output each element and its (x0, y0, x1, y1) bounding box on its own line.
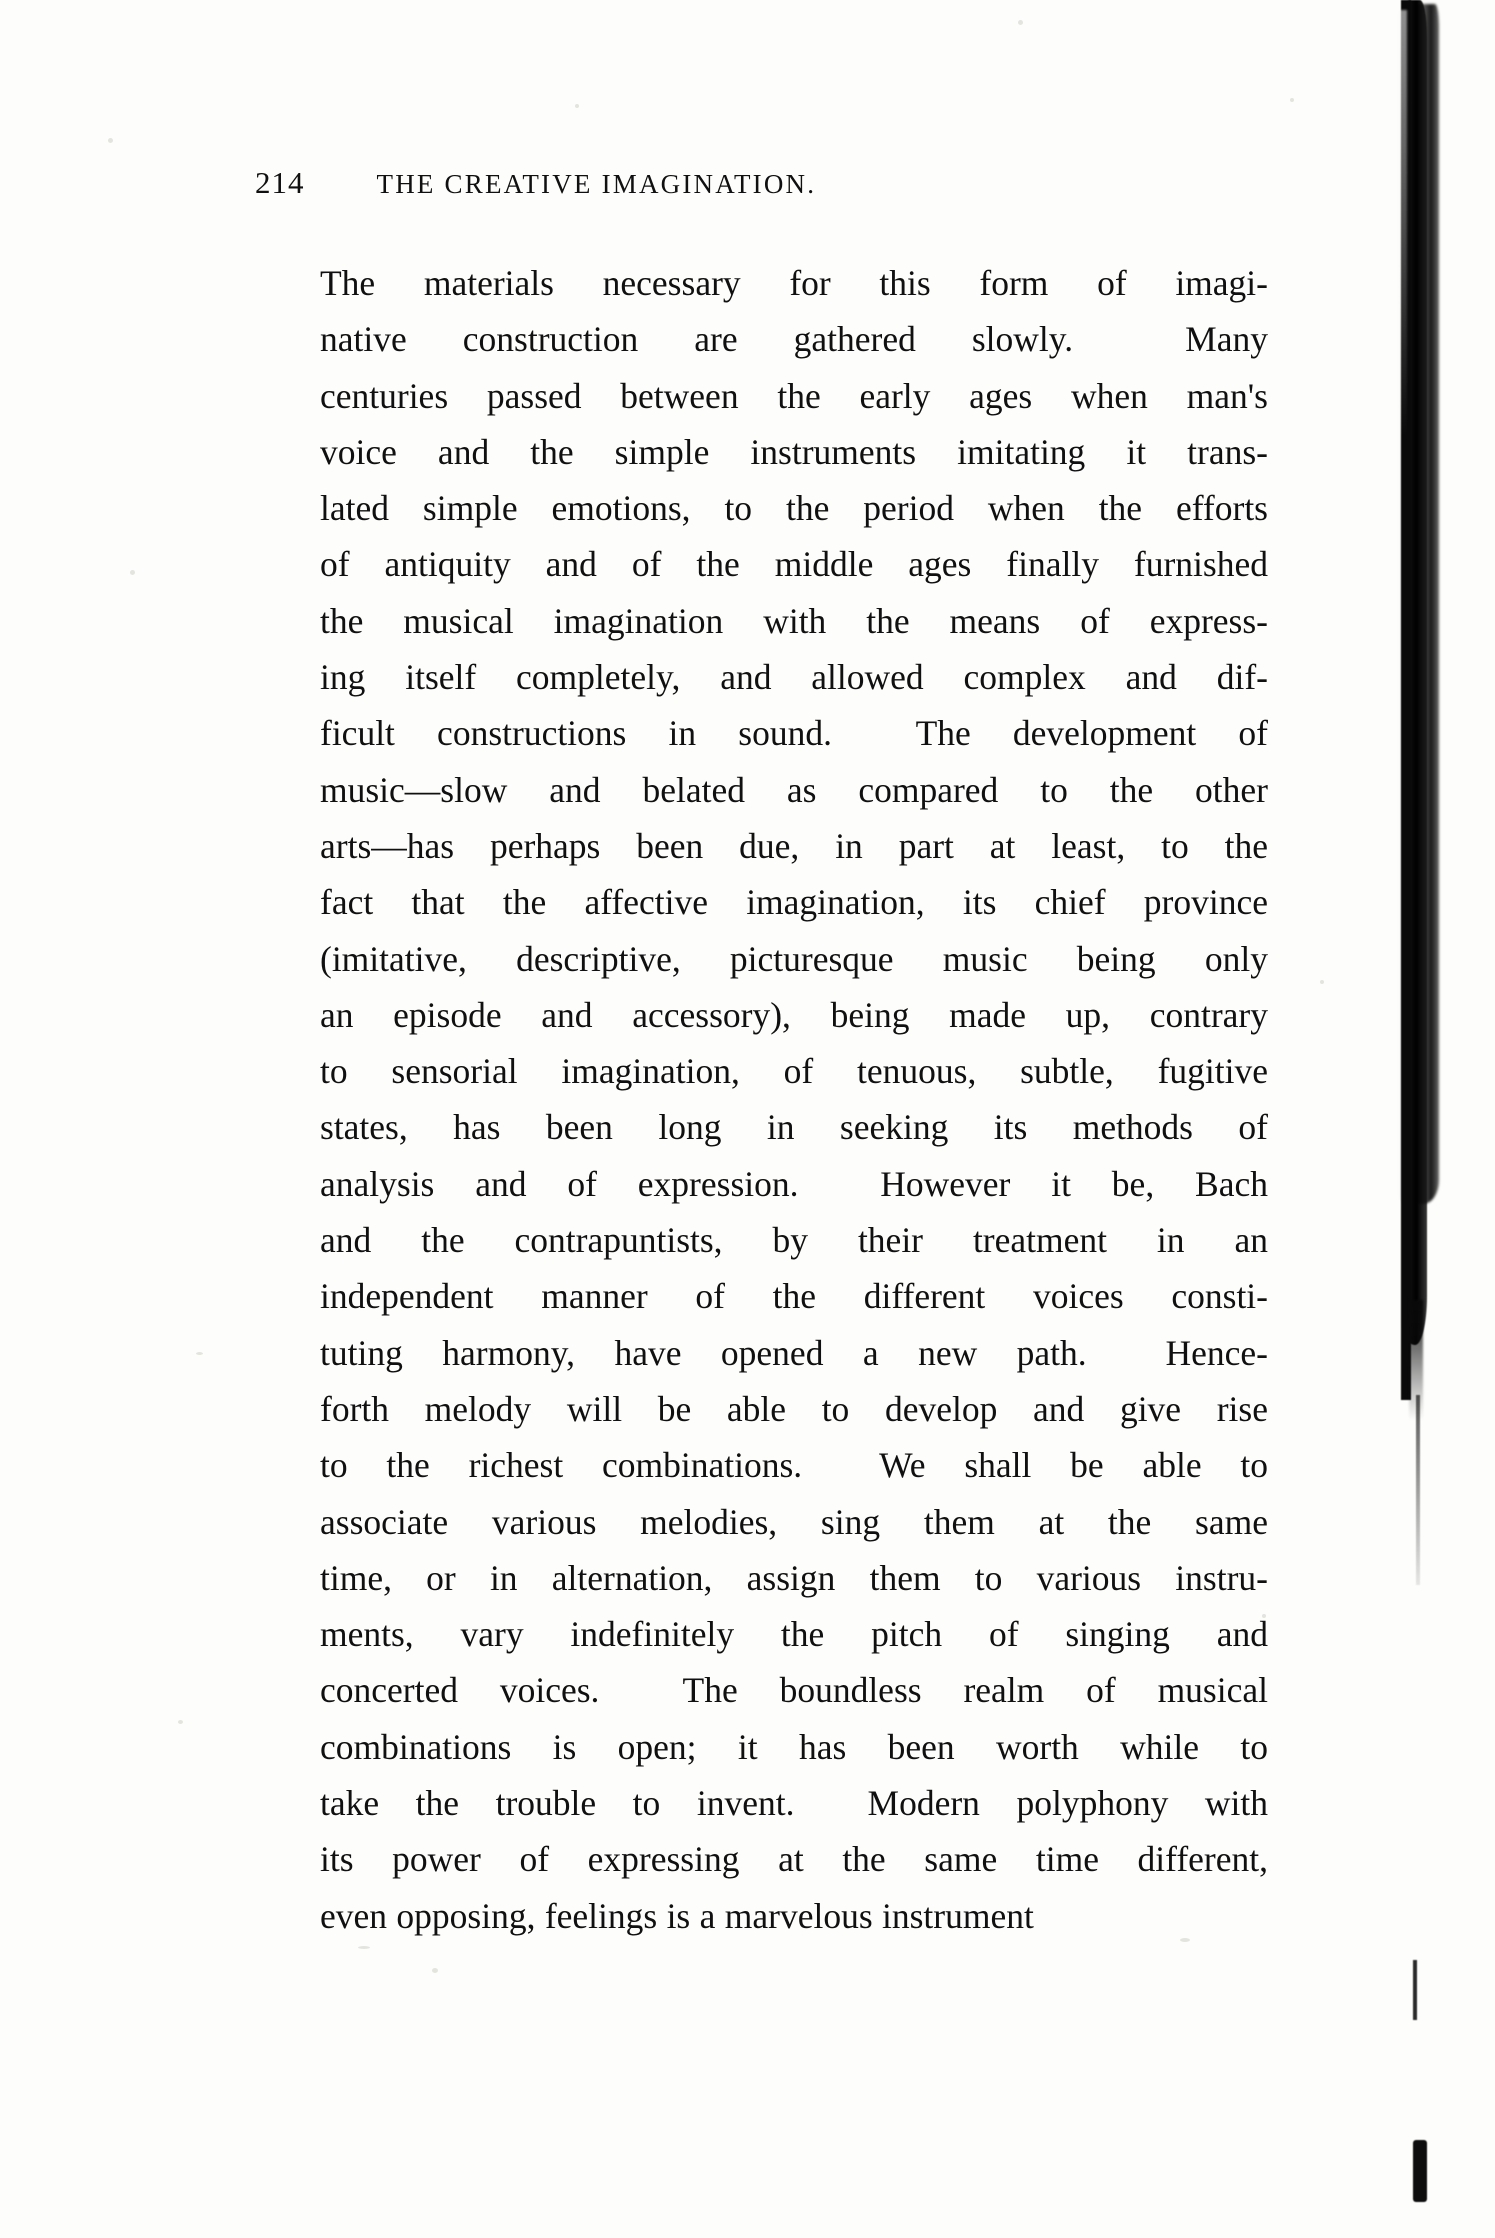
body-line: the musical imagination with the means of express- (320, 600, 1268, 641)
binding-shadow-core (1401, 0, 1427, 1345)
body-line: its power of expressing at the same time different, (320, 1839, 1268, 1880)
binding-shadow-mark-upper (1413, 1960, 1417, 2020)
paper-speck (196, 1352, 203, 1355)
body-line: The materials necessary for this form of imagi- (320, 263, 1268, 303)
body-line: centuries passed between the early ages when man's (320, 375, 1268, 416)
paper-speck (178, 1720, 183, 1724)
binding-shadow-taper (1409, 1300, 1423, 1420)
body-line: fact that the affective imagination, its chief province (320, 882, 1268, 923)
body-line: of antiquity and of the middle ages finally furnished (320, 544, 1268, 585)
body-line: time, or in alternation, assign them to various instru- (320, 1557, 1268, 1598)
body-line: associate various melodies, sing them at the same (320, 1501, 1268, 1542)
body-line: states, has been long in seeking its methods of (320, 1107, 1268, 1148)
paper-speck (1320, 980, 1324, 984)
paper-speck (108, 138, 113, 143)
binding-shadow-highlight (1399, 10, 1407, 440)
body-line: voice and the simple instruments imitating it trans- (320, 431, 1268, 472)
paper-speck (1290, 98, 1294, 102)
body-line: independent manner of the different voices consti- (320, 1276, 1268, 1317)
body-line: and the contrapuntists, by their treatment in an (320, 1220, 1268, 1261)
paper-speck (358, 1946, 370, 1949)
body-line: (imitative, descriptive, picturesque music being only (320, 938, 1268, 979)
binding-shadow-thin (1416, 1395, 1420, 1585)
paper-speck (130, 570, 135, 575)
body-line: combinations is open; it has been worth while to (320, 1726, 1268, 1767)
body-line: ficult constructions in sound. The development of (320, 713, 1268, 754)
paper-speck (575, 104, 579, 108)
body-line: to the richest combinations. We shall be able to (320, 1445, 1268, 1486)
page-body (258, 255, 1268, 1944)
body-line: take the trouble to invent. Modern polyphony with (320, 1783, 1268, 1824)
body-line: arts—has perhaps been due, in part at least, to the (320, 825, 1268, 866)
body-line: tuting harmony, have opened a new path. Hence- (320, 1332, 1268, 1373)
body-line: to sensorial imagination, of tenuous, subtle, fugitive (320, 1051, 1268, 1092)
page-number: 214 (255, 165, 305, 200)
paper-speck (432, 1968, 438, 1973)
body-line: concerted voices. The boundless realm of musical (320, 1670, 1268, 1711)
body-paragraph (258, 255, 1268, 1944)
body-line: native construction are gathered slowly. Many (320, 319, 1268, 360)
body-line: music—slow and belated as compared to the other (320, 769, 1268, 810)
binding-shadow-artifact (1365, 0, 1495, 2238)
body-line: analysis and of expression. However it be, Bach (320, 1163, 1268, 1204)
binding-shadow-mark-lower (1413, 2140, 1427, 2202)
binding-shadow-spread (1399, 4, 1439, 1204)
body-line: forth melody will be able to develop and give rise (320, 1388, 1268, 1429)
binding-shadow-edge (1401, 0, 1411, 1400)
paper-speck (1018, 20, 1023, 25)
page-header (255, 165, 1055, 201)
body-line: ments, vary indefinitely the pitch of singing and (320, 1614, 1268, 1655)
body-line: lated simple emotions, to the period when the efforts (320, 488, 1268, 529)
running-head-title: THE CREATIVE IMAGINATION. (376, 169, 817, 199)
body-line: an episode and accessory), being made up, contrary (320, 994, 1268, 1035)
body-line: ing itself completely, and allowed complex and dif- (320, 657, 1268, 698)
body-line: even opposing, feelings is a marvelous instrument (320, 1895, 1034, 1936)
